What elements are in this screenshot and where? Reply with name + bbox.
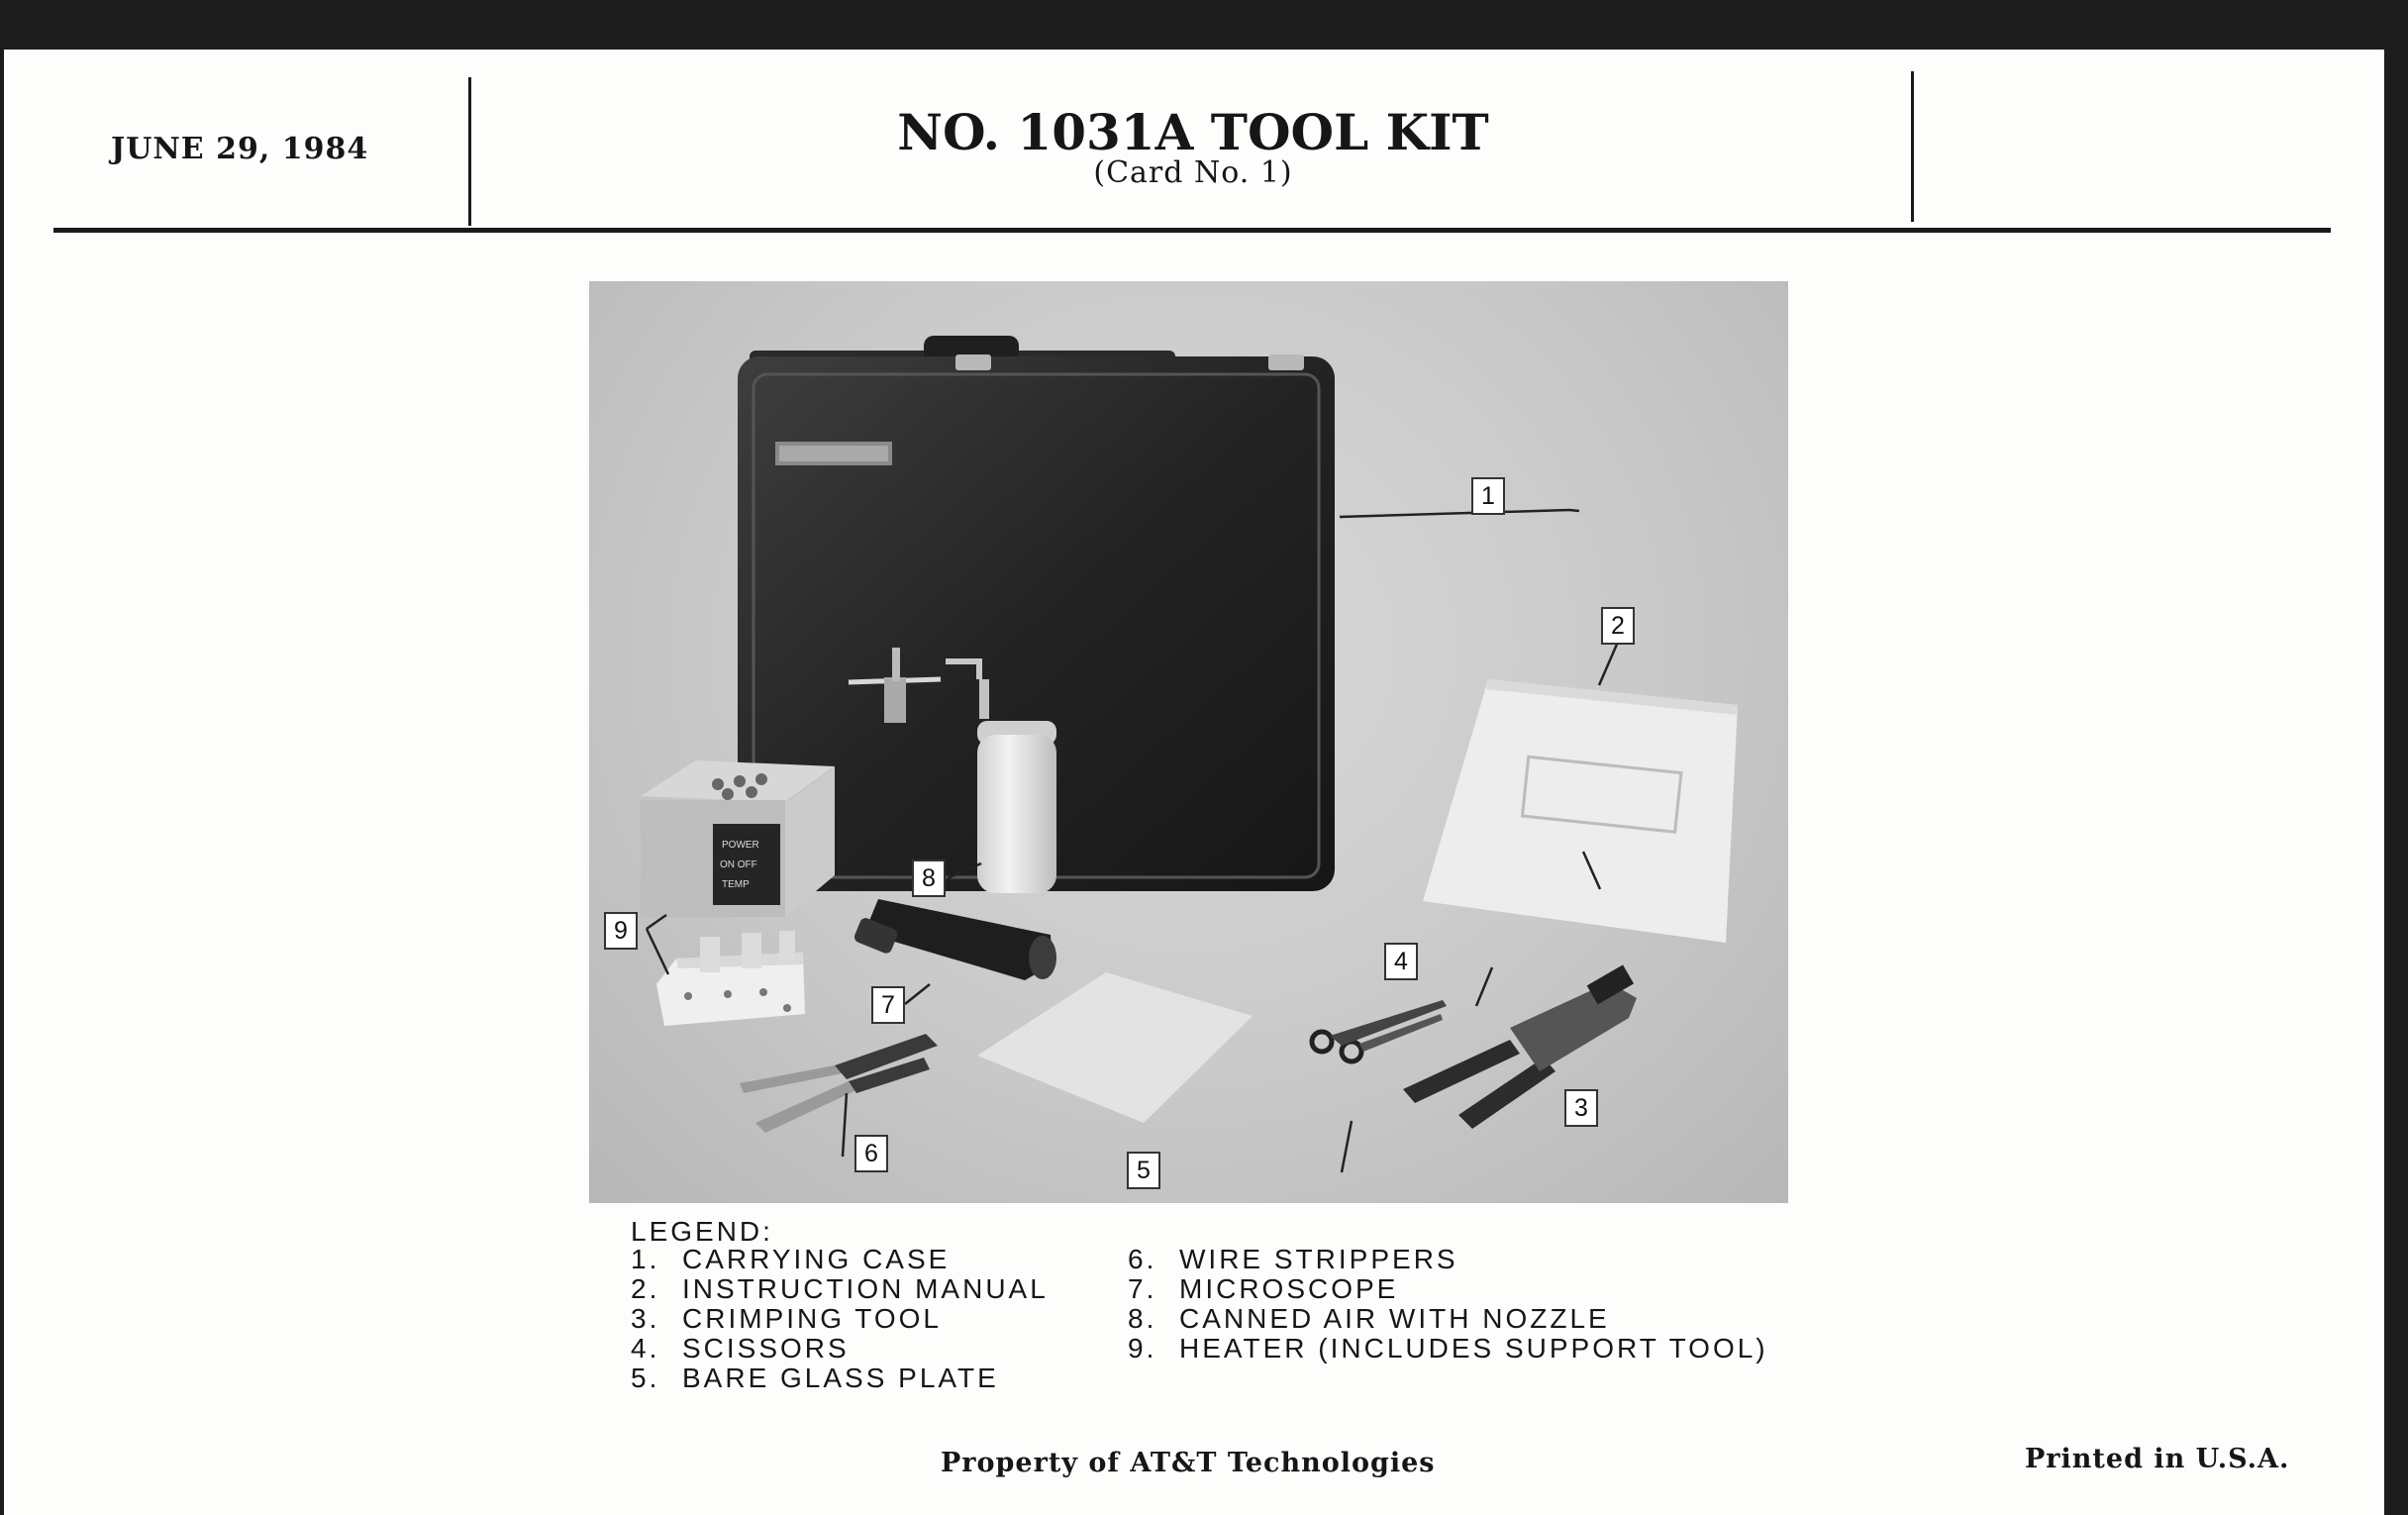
callout-2: 2 [1601, 607, 1635, 645]
legend-item-label: WIRE STRIPPERS [1179, 1244, 1458, 1274]
legend-item-number: 4. [631, 1333, 660, 1364]
legend-title: LEGEND: [631, 1216, 773, 1247]
scissors [1312, 1000, 1447, 1061]
property-notice: Property of AT&T Technologies [941, 1448, 1436, 1478]
instruction-manual [1423, 679, 1738, 943]
legend-item-number: 9. [1128, 1333, 1157, 1364]
legend-item-label: CARRYING CASE [682, 1244, 951, 1274]
tool-kit-photo [589, 281, 1788, 1203]
legend-item-number: 1. [631, 1244, 660, 1274]
photo-illustration [589, 281, 1788, 1203]
callout-4: 4 [1384, 943, 1418, 980]
legend-item-number: 2. [631, 1273, 660, 1304]
legend-item-label: HEATER (INCLUDES SUPPORT TOOL) [1179, 1333, 1768, 1364]
callout-7: 7 [871, 986, 905, 1024]
support-tool [656, 931, 805, 1026]
legend-item [1128, 1304, 1768, 1334]
legend-item [1128, 1274, 1768, 1304]
legend-item-label: CANNED AIR WITH NOZZLE [1179, 1303, 1610, 1334]
legend-item [631, 1334, 1049, 1364]
legend-item-label: BARE GLASS PLATE [682, 1363, 999, 1393]
callout-6: 6 [854, 1135, 888, 1172]
legend-item-number: 5. [631, 1363, 660, 1393]
legend-item-label: INSTRUCTION MANUAL [682, 1273, 1049, 1304]
callout-3: 3 [1564, 1089, 1598, 1127]
glass-plate [977, 972, 1253, 1123]
legend-item-label: SCISSORS [682, 1333, 850, 1364]
legend-column-right [1128, 1245, 1768, 1364]
callout-8: 8 [912, 859, 946, 897]
legend-item-label: CRIMPING TOOL [682, 1303, 943, 1334]
printed-notice: Printed in U.S.A. [2025, 1444, 2290, 1474]
legend-item-number: 3. [631, 1303, 660, 1334]
heater-onoff-label: ON OFF [720, 859, 757, 870]
legend-item [631, 1304, 1049, 1334]
legend-item-number: 7. [1128, 1273, 1157, 1304]
legend-column-left [631, 1245, 1049, 1393]
legend-item [631, 1364, 1049, 1393]
header-divider-left [468, 77, 471, 226]
legend-item [1128, 1334, 1768, 1364]
legend-item [1128, 1245, 1768, 1274]
legend-item-number: 6. [1128, 1244, 1157, 1274]
heater-power-label: POWER [722, 840, 759, 851]
callout-5: 5 [1127, 1152, 1160, 1189]
heater [641, 760, 835, 917]
wire-strippers [740, 1034, 938, 1133]
document-title: NO. 1031A TOOL KIT [897, 103, 1489, 161]
header-divider-right [1911, 71, 1914, 222]
callout-1: 1 [1471, 477, 1505, 515]
header-rule [53, 228, 2331, 233]
legend-item-number: 8. [1128, 1303, 1157, 1334]
legend-item [631, 1274, 1049, 1304]
legend-item [631, 1245, 1049, 1274]
card-number: (Card No. 1) [1093, 155, 1293, 190]
crimping-tool [1403, 964, 1637, 1129]
heater-temp-label: TEMP [722, 879, 750, 890]
legend-item-label: MICROSCOPE [1179, 1273, 1399, 1304]
callout-9: 9 [604, 912, 638, 950]
microscope [853, 899, 1056, 980]
document-date: JUNE 29, 1984 [111, 132, 369, 166]
